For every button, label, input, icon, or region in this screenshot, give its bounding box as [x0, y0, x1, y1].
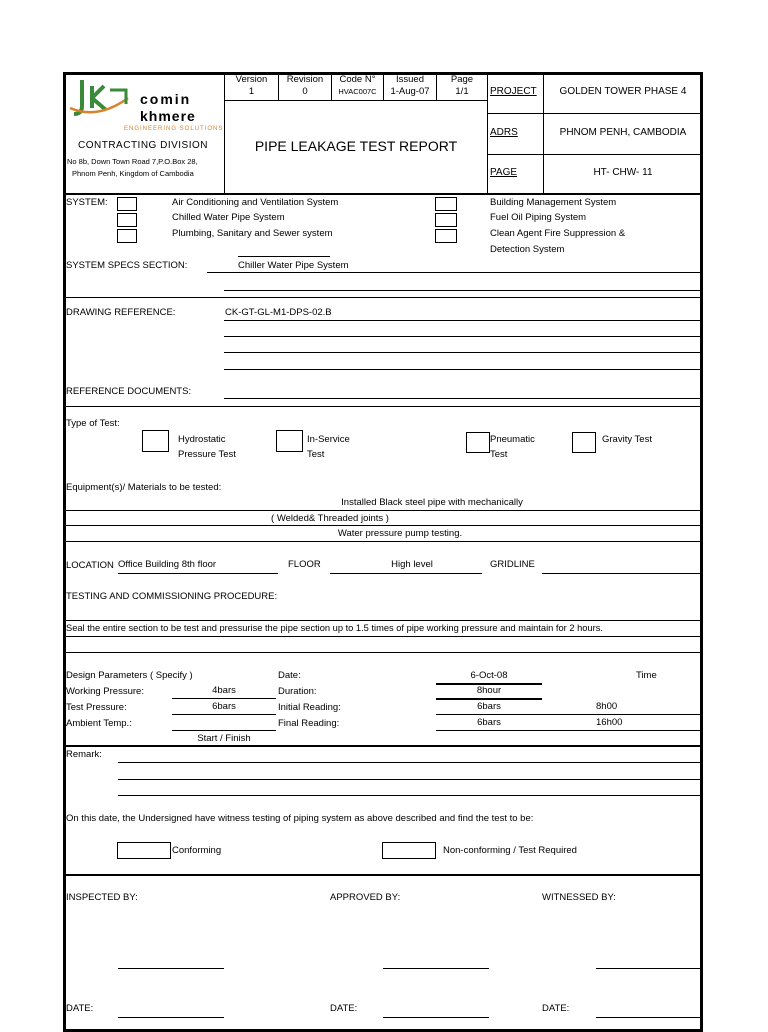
address-line2: Phnom Penh, Kingdom of Cambodia: [72, 169, 194, 178]
test-pressure-value: 6bars: [212, 701, 236, 712]
procedure-text: Seal the entire section to be test and pressurise the pipe section up to 1.5 times of pipe working pressure and maintain for 2 hours.: [66, 623, 603, 633]
test-type-label: Type of Test:: [66, 418, 120, 429]
logo-tagline: ENGINEERING SOLUTIONS: [124, 126, 224, 132]
final-reading-time: 16h00: [596, 717, 623, 728]
test-option-pneumatic-l2: Test: [490, 449, 508, 460]
meta-revision-label: Revision: [286, 74, 324, 85]
test-checkbox-in-service[interactable]: [276, 430, 303, 452]
project-label: PROJECT: [490, 86, 537, 97]
system-option-fire-suppression: Clean Agent Fire Suppression &: [490, 228, 626, 239]
test-option-in-service-l2: Test: [307, 449, 325, 460]
adrs-label: ADRS: [490, 127, 518, 138]
meta-issued-label: Issued: [396, 74, 424, 85]
time-label: Time: [636, 670, 657, 681]
date-value: 6-Oct-08: [470, 670, 508, 681]
meta-code-label: Code N°: [339, 74, 376, 85]
date-label: Date:: [278, 670, 301, 681]
working-pressure-label: Working Pressure:: [66, 686, 144, 697]
approved-by-label: APPROVED BY:: [330, 892, 401, 903]
test-option-pneumatic-l1: Pneumatic: [490, 434, 535, 445]
page-value: HT- CHW- 11: [593, 167, 653, 178]
nonconforming-label: Non-conforming / Test Required: [443, 845, 577, 856]
gridline-label: GRIDLINE: [490, 559, 535, 570]
system-checkbox-fuel-oil[interactable]: [435, 213, 457, 227]
test-option-gravity: Gravity Test: [602, 434, 652, 445]
conforming-label: Conforming: [172, 845, 222, 856]
duration-label: Duration:: [278, 686, 317, 697]
meta-page-label: Page: [450, 74, 474, 85]
system-option-plumbing: Plumbing, Sanitary and Sewer system: [172, 228, 333, 239]
meta-page-value: 1/1: [455, 86, 469, 97]
start-finish-label: Start / Finish: [197, 733, 251, 744]
final-reading-label: Final Reading:: [278, 718, 340, 729]
system-option-fire-suppression-cont: Detection System: [490, 244, 565, 255]
conforming-checkbox[interactable]: [117, 842, 171, 859]
specs-label: SYSTEM SPECS SECTION:: [66, 260, 188, 271]
logo-line1: comin: [140, 91, 192, 107]
witnessed-date-label: DATE:: [542, 1003, 570, 1014]
equipment-line1: Installed Black steel pipe with mechanically: [341, 497, 523, 508]
initial-reading-value: 6bars: [477, 701, 501, 712]
test-checkbox-hydrostatic[interactable]: [142, 430, 169, 452]
system-option-hvac: Air Conditioning and Ventilation System: [172, 197, 339, 208]
duration-value: 8hour: [476, 685, 502, 696]
page-label: PAGE: [490, 167, 518, 178]
test-checkbox-pneumatic[interactable]: [466, 432, 490, 453]
drawing-label: DRAWING REFERENCE:: [66, 307, 176, 318]
ambient-temp-label: Ambient Temp.:: [66, 718, 132, 729]
system-checkbox-fire-suppression[interactable]: [435, 229, 457, 243]
meta-revision-value: 0: [302, 86, 308, 97]
equipment-label: Equipment(s)/ Materials to be tested:: [66, 482, 222, 493]
form-frame: [63, 72, 703, 1032]
remark-label: Remark:: [66, 749, 102, 760]
specs-value: Chiller Water Pipe System: [238, 260, 349, 271]
system-checkbox-chilled-water[interactable]: [117, 213, 137, 227]
meta-version-value: 1: [248, 86, 255, 97]
meta-issued-value: 1-Aug-07: [390, 86, 430, 97]
inspected-signature-line: [118, 968, 224, 969]
design-parameters-label: Design Parameters ( Specify ): [66, 670, 193, 681]
inspected-by-label: INSPECTED BY:: [66, 892, 138, 903]
adrs-value: PHNOM PENH, CAMBODIA: [559, 127, 687, 138]
test-option-in-service-l1: In-Service: [307, 434, 350, 445]
system-checkbox-hvac[interactable]: [117, 197, 137, 211]
report-title: PIPE LEAKAGE TEST REPORT: [254, 138, 458, 154]
division-label: CONTRACTING DIVISION: [78, 140, 209, 151]
location-label: LOCATION: [66, 560, 114, 571]
equipment-line2: ( Welded& Threaded joints ): [271, 513, 389, 524]
system-option-chilled-water: Chilled Water Pipe System: [172, 212, 285, 223]
system-checkbox-plumbing[interactable]: [117, 229, 137, 243]
test-option-hydrostatic-l2: Pressure Test: [178, 449, 236, 460]
floor-value: High level: [391, 559, 433, 570]
meta-code-value: HVAC007C: [338, 87, 377, 96]
logo-mark-icon: [68, 76, 130, 118]
project-value: GOLDEN TOWER PHASE 4: [559, 86, 687, 97]
test-pressure-label: Test Pressure:: [66, 702, 127, 713]
nonconforming-checkbox[interactable]: [382, 842, 436, 859]
address-line1: No 8b, Down Town Road 7,P.O.Box 28,: [67, 157, 198, 166]
test-checkbox-gravity[interactable]: [572, 432, 596, 453]
meta-version-label: Version: [235, 74, 268, 85]
system-option-bms: Building Management System: [490, 197, 617, 208]
final-reading-value: 6bars: [477, 717, 501, 728]
floor-label: FLOOR: [288, 559, 321, 570]
approved-date-label: DATE:: [330, 1003, 358, 1014]
equipment-line3: Water pressure pump testing.: [337, 528, 463, 539]
test-option-hydrostatic-l1: Hydrostatic: [178, 434, 226, 445]
witnessed-signature-line: [596, 968, 702, 969]
location-value: Office Building 8th floor: [118, 559, 217, 570]
initial-reading-time: 8h00: [596, 701, 618, 712]
initial-reading-label: Initial Reading:: [278, 702, 341, 713]
working-pressure-value: 4bars: [212, 685, 236, 696]
witnessed-by-label: WITNESSED BY:: [542, 892, 616, 903]
system-label: SYSTEM:: [66, 197, 108, 208]
procedure-label: TESTING AND COMMISSIONING PROCEDURE:: [66, 591, 278, 602]
references-label: REFERENCE DOCUMENTS:: [66, 386, 192, 397]
system-checkbox-bms[interactable]: [435, 197, 457, 211]
approved-signature-line: [383, 968, 489, 969]
drawing-value: CK-GT-GL-M1-DPS-02.B: [225, 307, 332, 318]
system-option-fuel-oil: Fuel Oil Piping System: [490, 212, 587, 223]
logo-line2: khmere: [140, 108, 196, 124]
witness-statement: On this date, the Undersigned have witness testing of piping system as above described and find the test to be:: [66, 813, 534, 824]
inspected-date-label: DATE:: [66, 1003, 94, 1014]
